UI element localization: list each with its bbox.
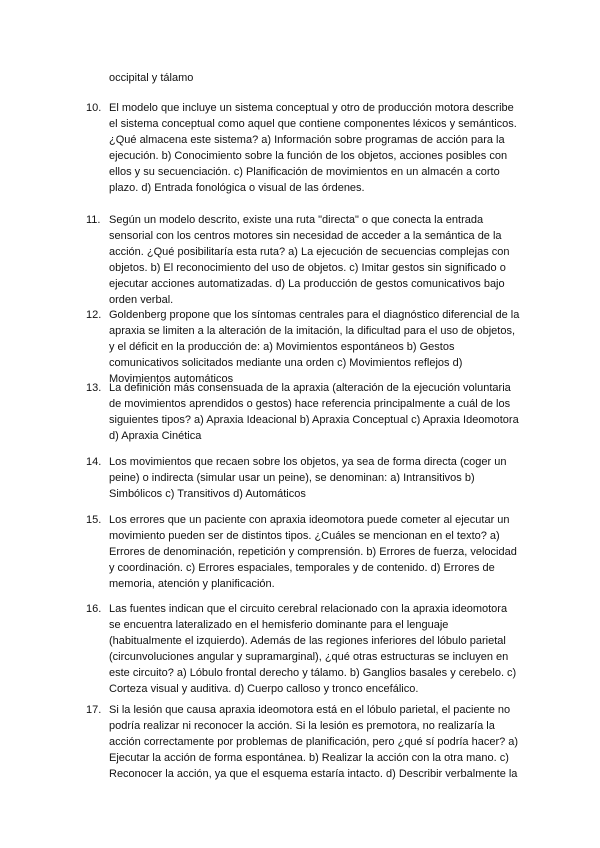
question-text: Las fuentes indican que el circuito cerebral relacionado con la apraxia ideomotora se encuentra lateralizado en el hemisferio dominante para el lenguaje (habitualmente el izquierdo). Además de las regiones inferiores del lóbulo parietal (circunvoluciones angular y supramarginal), ¿qué otras estructuras se incluyen en este circuito? a) Lóbulo frontal derecho y tálamo. b) Ganglios basales y cerebelo. c) Corteza visual y auditiva. d) Cuerpo calloso y tronco encefálico.	[109, 603, 517, 695]
question-text: El modelo que incluye un sistema conceptual y otro de producción motora describe el sistema conceptual como aquel que contiene componentes léxicos y semánticos. ¿Qué almacena este sistema? a) Información sobre programas de acción para la ejecución. b) Conocimiento sobre la función de los objetos, acciones posibles con ellos y su secuenciación. c) Planificación de movimientos en un almacén a corto plazo. d) Entrada fonológica o visual de las órdenes.	[109, 102, 517, 194]
question-text: Goldenberg propone que los síntomas centrales para el diagnóstico diferencial de la apraxia se limiten a la alteración de la imitación, la dificultad para el uso de objetos, y el déficit en la producción de: a) Movimientos espontáneos b) Gestos comunicativos solicitados mediante una orden c) Movimientos reflejos d) Movimientos automáticos	[109, 309, 520, 385]
question-number: 13.	[86, 382, 102, 394]
question-text: Según un modelo descrito, existe una ruta "directa" o que conecta la entrada sensorial con los centros motores sin necesidad de acceder a la semántica de la acción. ¿Qué posibilitaría esta ruta? a) La ejecución de secuencias complejas con objetos. b) El reconocimiento del uso de objetos. c) Imitar gestos sin significado o ejecutar acciones automatizadas. d) La producción de gestos comunicativos bajo orden verbal.	[109, 214, 510, 306]
question-text: La definición más consensuada de la apraxia (alteración de la ejecución voluntaria de movimientos aprendidos o gestos) hace referencia principalmente a cuál de los siguientes tipos? a) Apraxia Ideacional b) Apraxia Conceptual c) Apraxia Ideomotora d) Apraxia Cinética	[109, 382, 519, 442]
question-text: Los movimientos que recaen sobre los objetos, ya sea de forma directa (coger un peine) o indirecta (simular usar un peine), se denominan: a) Intransitivos b) Simbólicos c) Transitivos d) Automáticos	[109, 456, 507, 500]
question-number: 10.	[86, 102, 102, 114]
question-number: 16.	[86, 603, 102, 615]
question-number: 11.	[86, 214, 101, 226]
question-number: 15.	[86, 514, 102, 526]
question-number: 17.	[86, 704, 102, 716]
continuation-text: occipital y tálamo	[109, 72, 194, 84]
question-number: 14.	[86, 456, 102, 468]
question-text: Los errores que un paciente con apraxia ideomotora puede cometer al ejecutar un movimiento pueden ser de distintos tipos. ¿Cuáles se mencionan en el texto? a) Errores de denominación, repetición y comprensión. b) Errores de fuerza, velocidad y coordinación. c) Errores espaciales, temporales y de contenido. d) Errores de memoria, atención y planificación.	[109, 514, 517, 590]
question-number: 12.	[86, 309, 102, 321]
question-text: Si la lesión que causa apraxia ideomotora está en el lóbulo parietal, el paciente no podría realizar ni reconocer la acción. Si la lesión es premotora, no realizaría la acción correctamente por problemas de planificación, pero ¿qué sí podría hacer? a) Ejecutar la acción de forma espontánea. b) Realizar la acción con la otra mano. c) Reconocer la acción, ya que el esquema estaría intacto. d) Describir verbalmente la	[109, 704, 519, 780]
